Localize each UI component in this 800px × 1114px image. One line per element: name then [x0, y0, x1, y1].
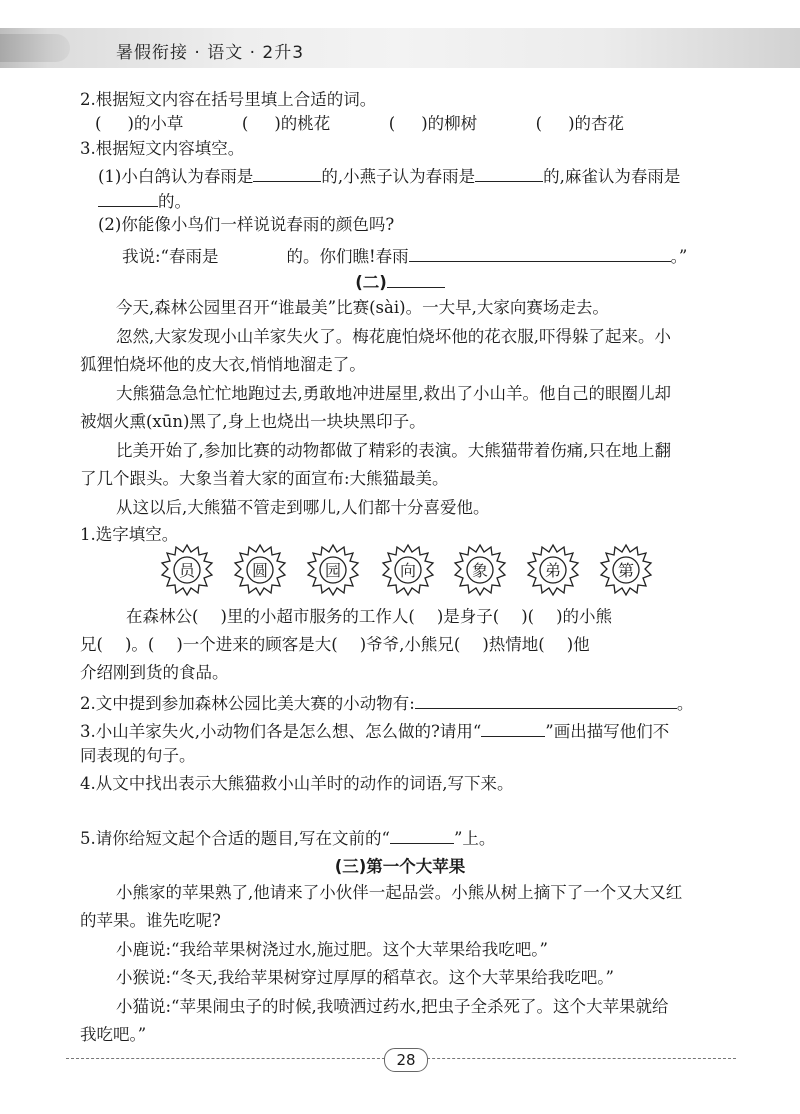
story-line: 小鹿说:“我给苹果树浇过水,施过肥。这个大苹果给我吃吧。”	[116, 940, 548, 959]
char-label: 向	[399, 561, 416, 580]
q2-item: 的桃花	[280, 114, 331, 133]
page-number: 28	[384, 1048, 428, 1072]
q3-1-text-a: (1)小白鸽认为春雨是	[98, 167, 254, 186]
answer-blank[interactable]	[98, 188, 158, 207]
fill-text: )爷爷,小熊兄(	[359, 635, 461, 654]
q2-item: 的杏花	[574, 114, 624, 133]
story-line: 小猫说:“苹果闹虫子的时候,我喷洒过药水,把虫子全杀死了。这个大苹果就给	[116, 997, 669, 1016]
answer-blank[interactable]	[390, 825, 454, 844]
question-2: 2.根据短文内容在括号里填上合适的词。	[80, 90, 377, 109]
header-title: 暑假衔接 · 语文 · 2升3	[116, 43, 305, 63]
char-label: 园	[324, 561, 341, 580]
question-1: 1.选字填空。	[80, 525, 179, 544]
q3-1-text-c: 的,麻雀认为春雨是	[543, 167, 681, 186]
char-flower[interactable]	[526, 543, 580, 597]
q2-fill-items: ( )的小草 ( )的桃花 ( )的柳树 ( )的杏花	[95, 114, 624, 133]
q3-2-prompt: (2)你能像小鸟们一样说说春雨的颜色吗?	[98, 215, 395, 234]
fill-text: )热情地(	[482, 635, 545, 654]
q3-2-text-a: 我说:“春雨是	[122, 247, 219, 266]
q3b-text-a: 3.小山羊家失火,小动物们各是怎么想、怎么做的?请用“	[80, 722, 482, 741]
fill-text: )的小熊	[556, 607, 612, 626]
char-label: 员	[178, 561, 195, 580]
answer-blank[interactable]	[475, 163, 543, 182]
paren-close: )	[127, 114, 134, 133]
story-paragraph: 狐狸怕烧坏他的皮大衣,悄悄地溜走了。	[80, 355, 366, 374]
story-line: 小熊家的苹果熟了,他请来了小伙伴一起品尝。小熊从树上摘下了一个又大又红	[116, 883, 683, 902]
char-label: 象	[471, 561, 488, 580]
q3-1-line	[98, 163, 680, 188]
story-line: 小猴说:“冬天,我给苹果树穿过厚厚的稻草衣。这个大苹果给我吃吧。”	[116, 968, 614, 987]
q2-item: 的小草	[133, 114, 184, 133]
story-paragraph: 忽然,大家发现小山羊家失火了。梅花鹿怕烧坏他的花衣服,吓得躲了起来。小	[116, 327, 671, 346]
section-2-heading	[0, 269, 800, 293]
fill-text: )是身子(	[436, 607, 500, 626]
story-paragraph: 比美开始了,参加比赛的动物都做了精彩的表演。大熊猫带着伤痛,只在地上翻	[116, 441, 671, 460]
answer-blank[interactable]	[415, 690, 677, 709]
char-flower[interactable]	[453, 543, 507, 597]
char-flower[interactable]	[233, 543, 287, 597]
q3-2-text-c: 。”	[670, 247, 688, 266]
q5-text-a: 5.请你给短文起个合适的题目,写在文前的“	[80, 829, 390, 848]
fill-text: )(	[521, 607, 535, 626]
fill-line-3: 介绍刚到货的食品。	[80, 663, 229, 682]
fill-line-1	[126, 606, 612, 628]
fill-text: )里的小超市服务的工作人(	[220, 607, 415, 626]
char-flower[interactable]	[306, 543, 360, 597]
char-label: 弟	[544, 561, 561, 580]
q5-text-b: ”上。	[453, 829, 496, 848]
q3-1-text-d: 的。	[158, 192, 191, 211]
fill-text: )他	[566, 635, 590, 654]
fill-text: 兄(	[80, 635, 103, 654]
char-flower[interactable]	[599, 543, 653, 597]
header-decoration	[0, 34, 70, 62]
paren-open: (	[95, 114, 102, 133]
story-paragraph: 了几个跟头。大象当着大家的面宣布:大熊猫最美。	[80, 469, 449, 488]
char-flower[interactable]	[160, 543, 214, 597]
fill-text: )。(	[124, 635, 155, 654]
q2b-end: 。	[676, 694, 694, 713]
story-paragraph: 被烟火熏(xūn)黑了,身上也烧出一块块黑印子。	[80, 412, 426, 431]
story-line: 我吃吧。”	[80, 1025, 147, 1044]
answer-blank[interactable]	[253, 163, 321, 182]
question-5	[80, 825, 495, 850]
answer-blank[interactable]	[409, 243, 671, 262]
question-3b	[80, 718, 669, 743]
question-2b	[80, 690, 693, 715]
q3b-text-b: ”画出描写他们不	[545, 722, 670, 741]
q3-1-text-b: 的,小燕子认为春雨是	[321, 167, 476, 186]
question-3: 3.根据短文内容填空。	[80, 139, 245, 158]
q2-item: 的柳树	[427, 114, 478, 133]
char-label: 圆	[251, 561, 268, 580]
story-paragraph: 今天,森林公园里召开“谁最美”比赛(sài)。一大早,大家向赛场走去。	[116, 298, 609, 317]
question-4: 4.从文中找出表示大熊猫救小山羊时的动作的词语,写下来。	[80, 774, 514, 793]
question-3b-cont: 同表现的句子。	[80, 746, 196, 765]
q3-2-text-b: 的。你们瞧!春雨	[286, 247, 409, 266]
story-paragraph: 大熊猫急急忙忙地跑过去,勇敢地冲进屋里,救出了小山羊。他自己的眼圈儿却	[116, 384, 671, 403]
q2b-text: 2.文中提到参加森林公园比美大赛的小动物有:	[80, 694, 415, 713]
section-2-label: (二)	[355, 273, 387, 292]
story-paragraph: 从这以后,大熊猫不管走到哪儿,人们都十分喜爱他。	[116, 498, 490, 517]
section-3-heading: (三)第一个大苹果	[334, 857, 466, 876]
fill-text: )一个进来的顾客是大(	[176, 635, 338, 654]
answer-blank[interactable]	[481, 718, 545, 737]
char-flower[interactable]	[381, 543, 435, 597]
title-blank[interactable]	[387, 269, 445, 288]
story-line: 的苹果。谁先吃呢?	[80, 911, 221, 930]
fill-line-2	[80, 634, 590, 656]
fill-text: 在森林公(	[126, 607, 199, 626]
q3-2-answer-line	[122, 243, 687, 268]
char-label: 第	[617, 561, 634, 580]
q3-1-line-2	[98, 188, 191, 213]
